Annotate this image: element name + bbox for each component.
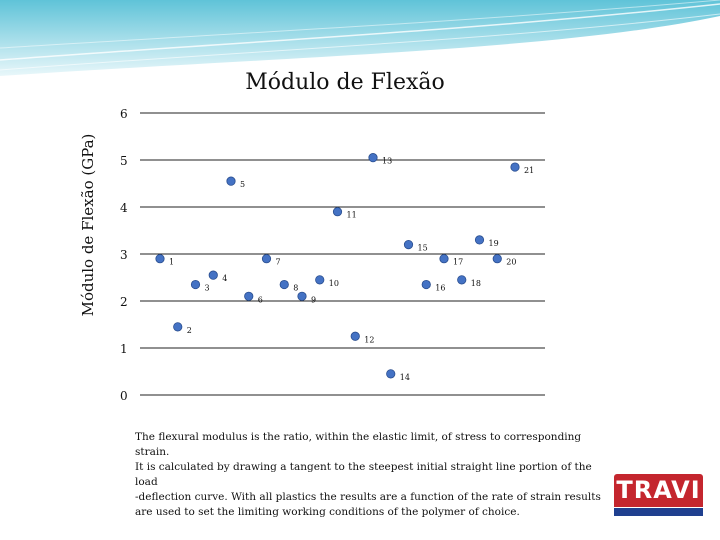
caption-line: It is calculated by drawing a tangent to the steepest initial straight line portion of the load [135, 461, 592, 488]
data-point [387, 370, 395, 378]
y-tick-label: 4 [120, 201, 128, 215]
data-point [280, 280, 288, 288]
data-label: 2 [186, 325, 192, 335]
y-axis-label: Módulo de Flexão (GPa) [79, 133, 97, 317]
data-point [227, 177, 235, 185]
chart-title: Módulo de Flexão [245, 70, 445, 95]
caption [135, 430, 605, 520]
data-point [369, 153, 377, 161]
data-label: 16 [435, 283, 446, 293]
caption-line: -deflection curve. With all plastics the results are a function of the rate of strain results [135, 491, 601, 503]
data-point [262, 255, 270, 263]
y-tick-label: 5 [120, 154, 128, 168]
data-point [511, 163, 519, 171]
data-label: 11 [346, 210, 357, 220]
data-label: 17 [453, 257, 464, 267]
data-label: 4 [222, 274, 228, 284]
y-tick-label: 3 [120, 248, 128, 262]
data-point [440, 255, 448, 263]
y-tick-label: 1 [120, 342, 128, 356]
data-label: 19 [488, 238, 499, 248]
data-label: 6 [257, 295, 263, 305]
data-point [493, 255, 501, 263]
y-tick-label: 6 [120, 107, 128, 121]
data-label: 18 [470, 278, 481, 288]
data-point [333, 208, 341, 216]
data-label: 7 [275, 257, 281, 267]
data-point [209, 271, 217, 279]
data-point [191, 280, 199, 288]
caption-line: are used to set the limiting working conditions of the polymer of choice. [135, 506, 520, 518]
data-label: 10 [328, 278, 339, 288]
caption-line: The flexural modulus is the ratio, within the elastic limit, of stress to corresponding strain. [135, 431, 582, 458]
data-point [316, 276, 324, 284]
logo-bar [614, 508, 703, 516]
data-label: 14 [399, 372, 410, 382]
data-label: 3 [204, 283, 210, 293]
y-tick-label: 0 [120, 389, 128, 403]
data-label: 15 [417, 243, 428, 253]
data-label: 9 [311, 295, 317, 305]
data-label: 12 [364, 335, 375, 345]
data-point [422, 280, 430, 288]
data-label: 20 [506, 257, 517, 267]
data-point [174, 323, 182, 331]
data-point [298, 292, 306, 300]
data-label: 1 [169, 257, 175, 267]
travi-logo [614, 474, 703, 516]
data-point [245, 292, 253, 300]
data-label: 21 [524, 166, 535, 176]
data-label: 5 [240, 180, 246, 190]
data-point [475, 236, 483, 244]
data-label: 8 [293, 283, 299, 293]
data-point [458, 276, 466, 284]
y-tick-label: 2 [120, 295, 128, 309]
data-point [351, 332, 359, 340]
data-point [404, 240, 412, 248]
logo-text: TRAVI [614, 474, 703, 507]
data-point [156, 255, 164, 263]
data-label: 13 [382, 156, 393, 166]
